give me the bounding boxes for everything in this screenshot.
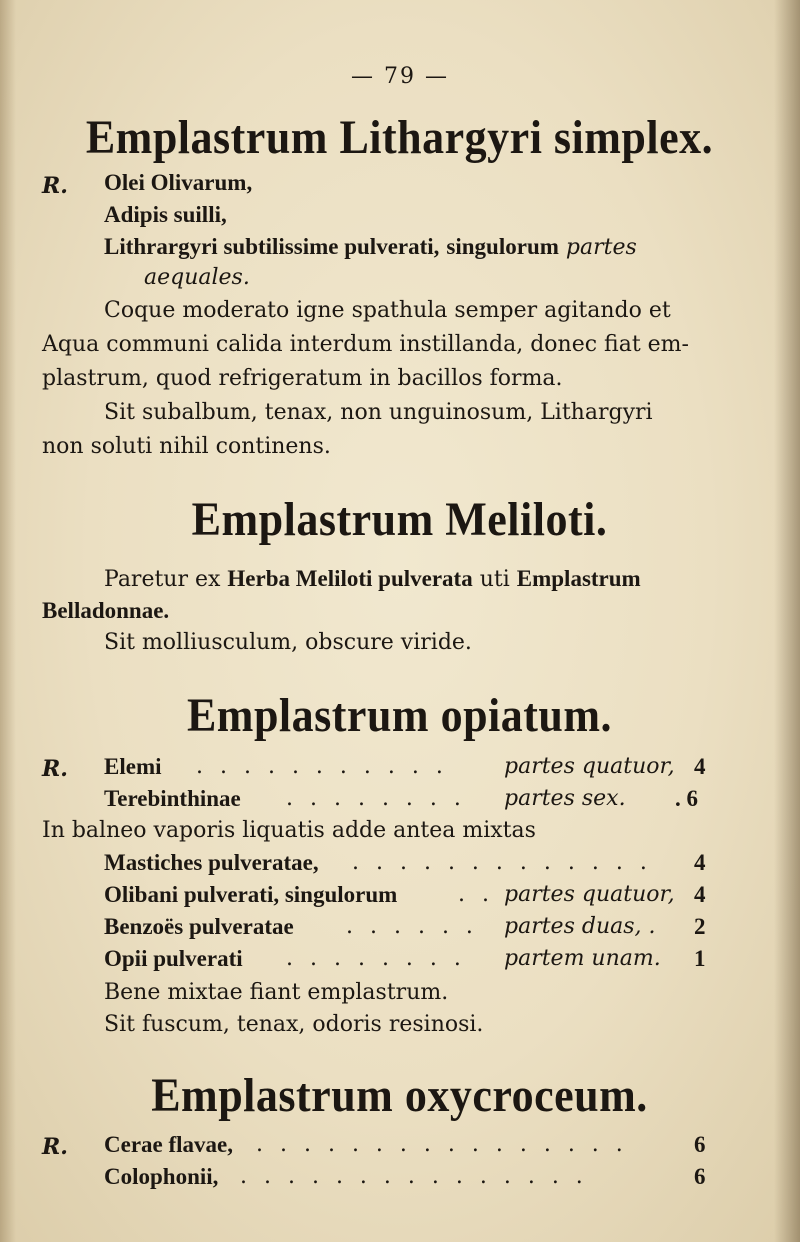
quantity-text: aequales. bbox=[144, 265, 250, 290]
body-text-bold: Belladonnae. bbox=[42, 598, 170, 623]
ingredient-amount: 6 bbox=[694, 1164, 706, 1189]
ingredient-row bbox=[104, 912, 706, 942]
ingredient-row bbox=[104, 752, 706, 782]
ingredient-name: Benzoës pulveratae bbox=[104, 914, 294, 939]
ingredient-quantity: partes quatuor, bbox=[504, 882, 675, 907]
ingredient-amount: 2 bbox=[694, 914, 706, 939]
ingredient-amount: 4 bbox=[694, 754, 706, 779]
ingredient-line: Adipis suilli, bbox=[104, 202, 227, 227]
ingredient-row bbox=[104, 784, 702, 814]
ingredient-quantity: partes quatuor, bbox=[504, 754, 675, 779]
ingredient-name: Terebinthinae bbox=[104, 786, 241, 811]
ingredient-amount: 4 bbox=[694, 882, 706, 907]
ingredient-row bbox=[104, 1130, 706, 1160]
recipe-symbol: R. bbox=[42, 173, 68, 199]
leader-dots: . . . . . . . . . . . . . . . bbox=[240, 1164, 588, 1189]
ingredient-row bbox=[104, 944, 706, 974]
body-text-fragment: uti bbox=[479, 567, 510, 592]
body-text: Bene mixtae fiant emplastrum. bbox=[104, 980, 449, 1005]
body-text bbox=[104, 564, 641, 595]
section-title-opiatum: Emplastrum opiatum. bbox=[186, 689, 613, 742]
leader-dots: . . . . . . . . bbox=[286, 786, 466, 811]
page-edge-shadow-left bbox=[0, 0, 16, 1242]
body-text: In balneo vaporis liquatis adde antea mixtas bbox=[42, 818, 536, 843]
section-title-meliloti: Emplastrum Meliloti. bbox=[191, 493, 608, 546]
leader-dots: . . . . . . . . . . . . . . . . bbox=[256, 1132, 628, 1157]
ingredient-quantity: partes duas, . bbox=[504, 914, 656, 939]
leader-dots: . . . . . . . . . . . . . bbox=[352, 850, 652, 875]
section-title-oxycroceum: Emplastrum oxycroceum. bbox=[151, 1069, 648, 1122]
ingredient-text: singulorum bbox=[446, 234, 559, 259]
ingredient-line: Olei Olivarum, bbox=[104, 170, 253, 195]
ingredient-amount: 4 bbox=[694, 850, 706, 875]
recipe-symbol: R. bbox=[42, 1134, 68, 1160]
ingredient-quantity: partem unam. bbox=[504, 946, 661, 971]
ingredient-amount: 6 bbox=[694, 1132, 706, 1157]
ingredient-name: Olibani pulverati, singulorum bbox=[104, 882, 398, 907]
ingredient-row bbox=[104, 1162, 706, 1192]
body-text: Aqua communi calida interdum instillanda, donec fiat em- bbox=[42, 332, 689, 357]
body-text: Sit subalbum, tenax, non unguinosum, Lithargyri bbox=[104, 400, 653, 425]
recipe-symbol: R. bbox=[42, 756, 68, 782]
ingredient-row bbox=[104, 880, 706, 910]
body-text: Sit fuscum, tenax, odoris resinosi. bbox=[104, 1012, 484, 1037]
ingredient-row bbox=[104, 848, 706, 878]
ingredient-amount: . 6 bbox=[675, 786, 698, 811]
page-number: — 79 — bbox=[351, 64, 449, 89]
quantity-text: partes bbox=[565, 235, 637, 260]
body-text-fragment: Paretur ex bbox=[104, 567, 221, 592]
page-edge-shadow-right bbox=[774, 0, 800, 1242]
body-text: Coque moderato igne spathula semper agitando et bbox=[104, 298, 671, 323]
body-text: plastrum, quod refrigeratum in bacillos forma. bbox=[42, 366, 563, 391]
leader-dots: . . . . . . . . . . . bbox=[196, 754, 448, 779]
ingredient-amount: 1 bbox=[694, 946, 706, 971]
section-title-lithargyri: Emplastrum Lithargyri simplex. bbox=[85, 111, 714, 164]
ingredient-name: Mastiches pulveratae, bbox=[104, 850, 319, 875]
body-text: Sit molliusculum, obscure viride. bbox=[104, 630, 472, 655]
ingredient-name: Elemi bbox=[104, 754, 162, 779]
ingredient-name: Colophonii, bbox=[104, 1164, 219, 1189]
ingredient-name: Cerae flavae, bbox=[104, 1132, 233, 1157]
leader-dots: . . . . . . bbox=[346, 914, 478, 939]
body-text-bold: Emplastrum bbox=[516, 566, 641, 591]
ingredient-line bbox=[104, 232, 637, 263]
leader-dots: . . . . . . . . bbox=[286, 946, 466, 971]
body-text-bold: Herba Meliloti pulverata bbox=[227, 566, 473, 591]
ingredient-quantity: partes sex. bbox=[504, 786, 626, 811]
ingredient-text: Lithrargyri subtilissime pulverati, bbox=[104, 234, 440, 259]
body-text: non soluti nihil continens. bbox=[42, 434, 331, 459]
ingredient-name: Opii pulverati bbox=[104, 946, 243, 971]
leader-dots: . . bbox=[458, 882, 494, 907]
